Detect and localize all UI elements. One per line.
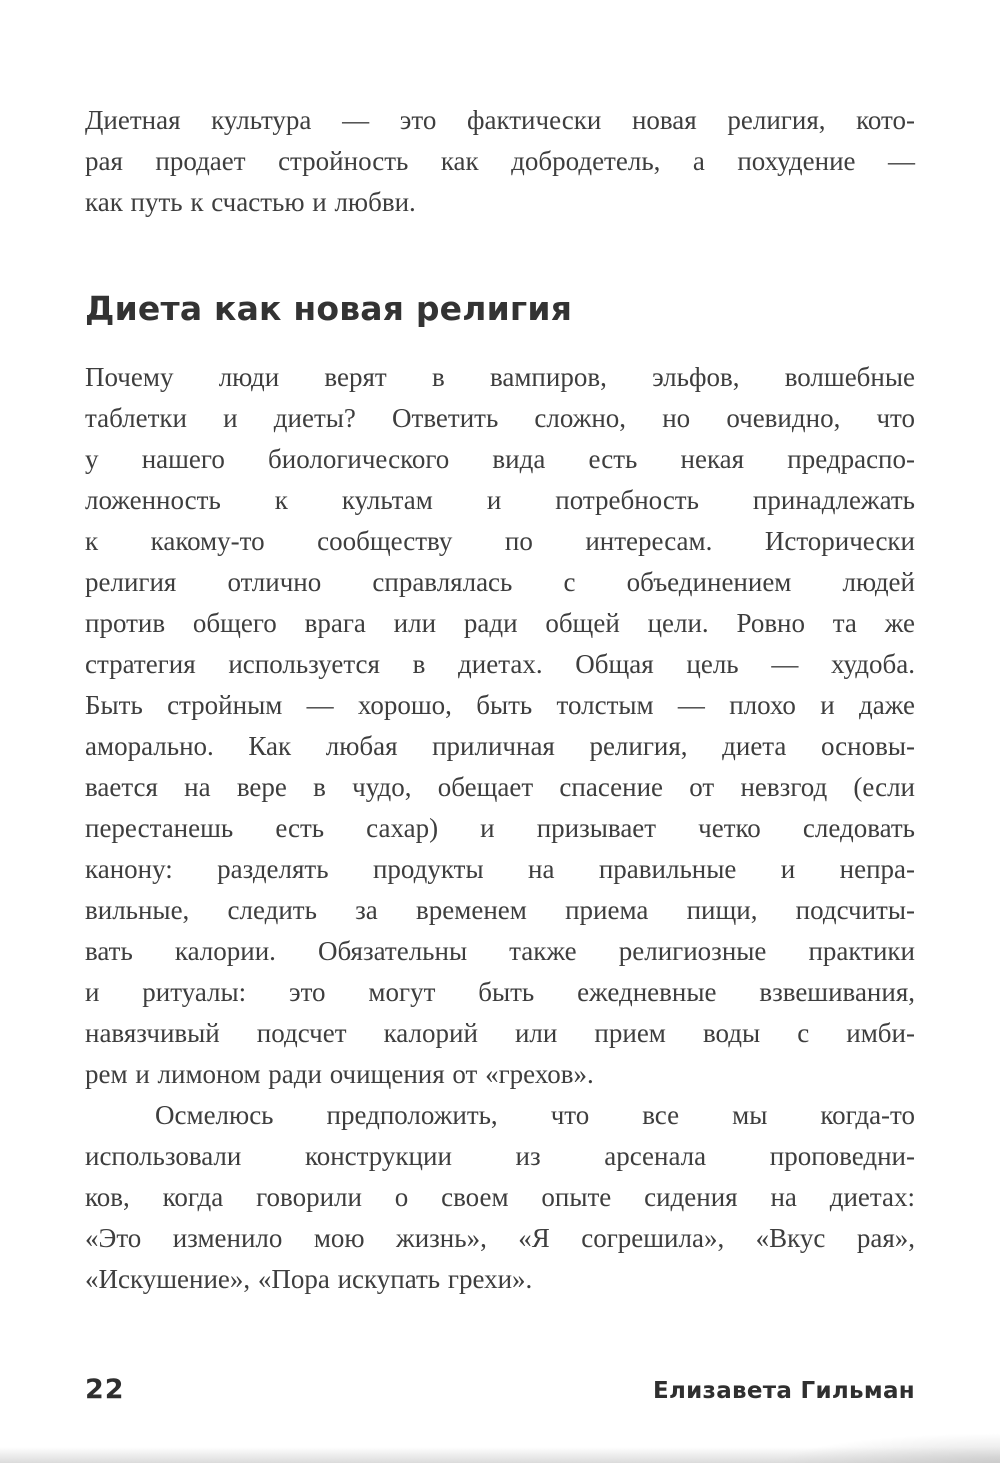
text-line: ков, когда говорили о своем опыте сидения на диетах: [85, 1182, 915, 1212]
text-line: как путь к счастью и любви. [85, 187, 416, 217]
text-line: рем и лимоном ради очищения от «грехов». [85, 1059, 594, 1089]
text-line: навязчивый подсчет калорий или прием воды с имби- [85, 1018, 915, 1048]
text-line: к какому-то сообществу по интересам. Исторически [85, 526, 915, 556]
text-line: «Это изменило мою жизнь», «Я согрешила», «Вкус рая», [85, 1223, 915, 1253]
running-footer-author: Елизавета Гильман [652, 1378, 915, 1404]
body-text [85, 357, 915, 1300]
body-paragraph [85, 1095, 915, 1300]
scan-edge-artifact [0, 1447, 1000, 1463]
text-line: аморально. Как любая приличная религия, диета основы- [85, 731, 915, 761]
text-line: Осмелюсь предположить, что все мы когда-то [155, 1100, 915, 1130]
text-line: вается на вере в чудо, обещает спасение от невзгод (если [85, 772, 915, 802]
text-line: «Искушение», «Пора искупать грехи». [85, 1264, 533, 1294]
text-line: канону: разделять продукты на правильные и непра- [85, 854, 915, 884]
text-line: перестанешь есть сахар) и призывает четко следовать [85, 813, 915, 843]
text-line: у нашего биологического вида есть некая предраспо- [85, 444, 915, 474]
text-line: вильные, следить за временем приема пищи, подсчиты- [85, 895, 915, 925]
page-number: 22 [85, 1374, 125, 1405]
text-line: вать калории. Обязательны также религиозные практики [85, 936, 915, 966]
text-line: и ритуалы: это могут быть ежедневные взвешивания, [85, 977, 915, 1007]
text-line: использовали конструкции из арсенала проповедни- [85, 1141, 915, 1171]
text-line: Диетная культура — это фактически новая религия, кото- [85, 105, 915, 135]
text-line: таблетки и диеты? Ответить сложно, но очевидно, что [85, 403, 915, 433]
text-line: рая продает стройность как добродетель, а похудение — [85, 146, 915, 176]
intro-paragraph [85, 100, 915, 223]
text-line: стратегия используется в диетах. Общая цель — худоба. [85, 649, 915, 679]
text-line: религия отлично справлялась с объединением людей [85, 567, 915, 597]
page-footer [85, 1374, 915, 1405]
body-paragraph [85, 357, 915, 1095]
text-line: Почему люди верят в вампиров, эльфов, волшебные [85, 362, 915, 392]
section-heading: Диета как новая религия [85, 289, 573, 328]
text-line: против общего врага или ради общей цели. Ровно та же [85, 608, 915, 638]
text-line: Быть стройным — хорошо, быть толстым — плохо и даже [85, 690, 915, 720]
text-line: ложенность к культам и потребность принадлежать [85, 485, 915, 515]
